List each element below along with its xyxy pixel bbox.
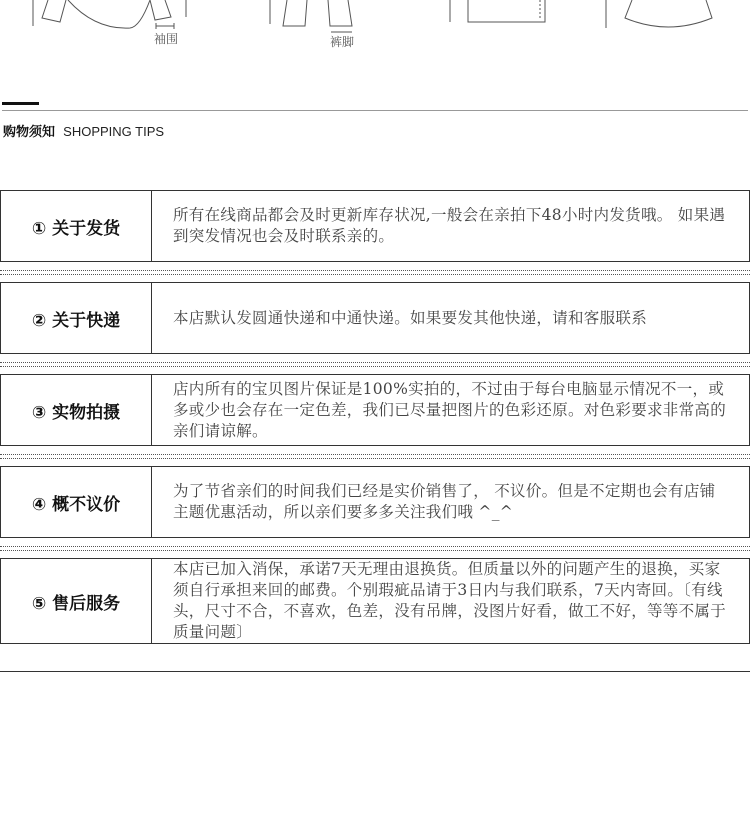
tip-label-shipping: ① 关于发货 [1, 191, 152, 261]
tip-row-shipping [0, 190, 750, 262]
hem-label: 裤脚 [330, 35, 355, 49]
tip-label-courier: ② 关于快递 [1, 283, 152, 353]
garment-size-sketch [0, 0, 750, 60]
bottom-divider [0, 671, 750, 672]
title-divider [2, 110, 748, 111]
tip-text-courier-content: 本店默认发圆通快递和中通快递。如果要发其他快递，请和客服联系 [173, 308, 648, 327]
tip-row-courier [0, 282, 750, 354]
tip-text-after-sales-content: 本店已加入消保，承诺7天无理由退换货。但质量以外的问题产生的退换，买家须自行承担来回的邮费。个别瑕疵品请于3日内与我们联系，7天内寄回。〔有线头，尺寸不合，不喜欢，色差，没有吊牌，没图片好看，做工不好，等等不属于质量问题〕 [173, 560, 727, 641]
tip-text-no-bargain [152, 467, 749, 537]
tip-text-shipping [152, 191, 749, 261]
sleeve-label: 袖围 [154, 32, 179, 46]
section-title-en: SHOPPING TIPS [63, 124, 165, 139]
tip-text-photos [152, 375, 749, 445]
tip-text-courier [152, 283, 749, 353]
tip-row-photos [0, 374, 750, 446]
tip-row-after-sales [0, 558, 750, 644]
tip-text-photos-content: 店内所有的宝贝图片保证是100%实拍的，不过由于每台电脑显示情况不一，或多或少也会存在一定色差，我们已尽量把图片的色彩还原。对色彩要求非常高的亲们请谅解。 [173, 379, 727, 440]
shopping-tips-list [0, 190, 750, 644]
dotted-separator [0, 354, 750, 374]
tip-text-no-bargain-content: 为了节省亲们的时间我们已经是实价销售了， 不议价。但是不定期也会有店铺主题优惠活动，所以亲们要多多关注我们哦 ^_^ [173, 482, 716, 521]
section-title-cn: 购物须知 [3, 125, 56, 140]
tip-label-photos: ③ 实物拍摄 [1, 375, 152, 445]
dotted-separator [0, 446, 750, 466]
tip-text-shipping-content: 所有在线商品都会及时更新库存状况,一般会在亲拍下48小时内发货哦。 如果遇到突发情况也会及时联系亲的。 [173, 206, 726, 245]
tip-text-after-sales [152, 559, 749, 643]
tip-row-no-bargain [0, 466, 750, 538]
section-title [3, 121, 164, 140]
dotted-separator [0, 262, 750, 282]
dotted-separator [0, 538, 750, 558]
title-accent-bar [2, 102, 39, 105]
tip-label-after-sales: ⑤ 售后服务 [1, 559, 152, 643]
tip-label-no-bargain: ④ 概不议价 [1, 467, 152, 537]
size-diagram [0, 0, 750, 60]
